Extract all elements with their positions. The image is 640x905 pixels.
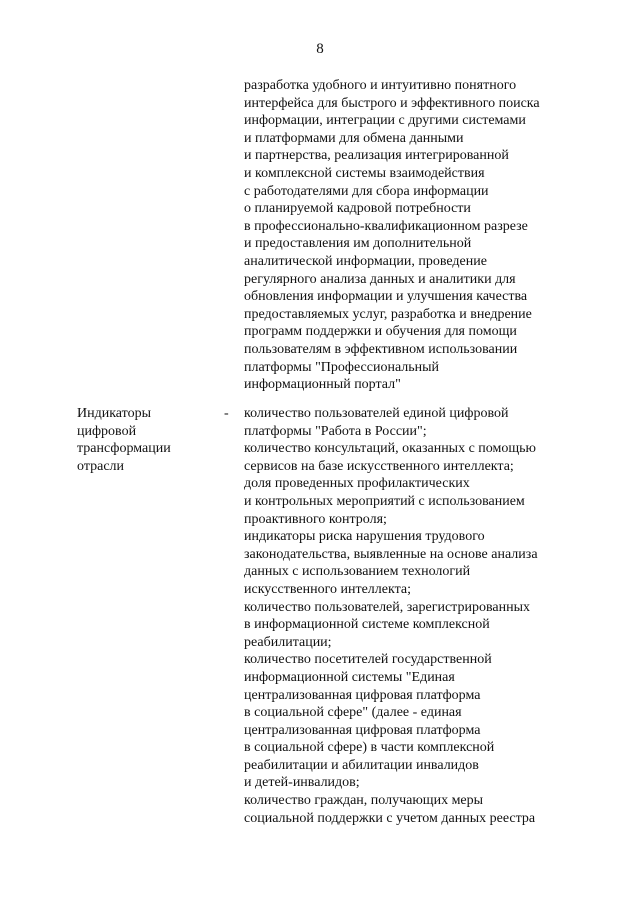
indicators-label <box>77 405 217 475</box>
text-line: в социальной сфере) в части комплексной <box>244 740 495 756</box>
text-line: реабилитации; <box>244 634 332 650</box>
text-line: сервисов на базе искусственного интеллекта; <box>244 458 514 474</box>
continuation-text <box>244 77 604 394</box>
text-line: и платформами для обмена данными <box>244 130 464 146</box>
text-line: и комплексной системы взаимодействия <box>244 165 485 181</box>
indicators-value <box>244 405 604 827</box>
text-line: аналитической информации, проведение <box>244 253 487 269</box>
text-line: пользователям в эффективном использовании <box>244 341 518 357</box>
text-line: законодательства, выявленные на основе анализа <box>244 546 538 562</box>
text-line: о планируемой кадровой потребности <box>244 201 471 217</box>
text-line: регулярного анализа данных и аналитики для <box>244 271 516 287</box>
text-line: индикаторы риска нарушения трудового <box>244 529 485 545</box>
label-line: трансформации <box>77 441 171 457</box>
text-line: количество посетителей государственной <box>244 652 492 668</box>
text-line: в социальной сфере" (далее - единая <box>244 705 462 721</box>
text-line: в профессионально-квалификационном разрезе <box>244 218 528 234</box>
text-line: социальной поддержки с учетом данных реестра <box>244 810 536 826</box>
text-line: количество пользователей единой цифровой <box>244 406 509 421</box>
text-line: информации, интеграции с другими системами <box>244 113 526 129</box>
text-line: и предоставления им дополнительной <box>244 236 472 252</box>
text-line: платформы "Работа в России"; <box>244 423 427 439</box>
text-line: обновления информации и улучшения качества <box>244 289 528 305</box>
text-line: интерфейса для быстрого и эффективного поиска <box>244 95 540 111</box>
indicators-dash: - <box>224 406 229 421</box>
page-number: 8 <box>316 41 324 57</box>
text-line: с работодателями для сбора информации <box>244 183 489 199</box>
text-line: информационный портал" <box>244 377 401 393</box>
text-line: данных с использованием технологий <box>244 564 471 580</box>
text-line: разработка удобного и интуитивно понятного <box>244 78 517 93</box>
text-line: количество пользователей, зарегистрированных <box>244 599 530 615</box>
text-line: реабилитации и абилитации инвалидов <box>244 757 479 773</box>
text-line: доля проведенных профилактических <box>244 476 470 492</box>
text-line: количество консультаций, оказанных с помощью <box>244 441 537 457</box>
text-line: в информационной системе комплексной <box>244 617 490 633</box>
text-line: количество граждан, получающих меры <box>244 793 484 809</box>
label-line: отрасли <box>77 458 125 474</box>
text-line: программ поддержки и обучения для помощи <box>244 324 517 340</box>
text-line: централизованная цифровая платформа <box>244 722 481 738</box>
label-line: цифровой <box>77 423 137 439</box>
text-line: и партнерства, реализация интегрированной <box>244 148 509 164</box>
text-line: информационной системы "Единая <box>244 669 455 685</box>
label-line: Индикаторы <box>77 406 151 421</box>
text-line: и контрольных мероприятий с использованием <box>244 493 525 509</box>
text-line: искусственного интеллекта; <box>244 581 411 597</box>
text-line: платформы "Профессиональный <box>244 359 440 375</box>
text-line: предоставляемых услуг, разработка и внедрение <box>244 306 532 322</box>
text-line: централизованная цифровая платформа <box>244 687 481 703</box>
text-line: проактивного контроля; <box>244 511 387 527</box>
text-line: и детей-инвалидов; <box>244 775 360 791</box>
